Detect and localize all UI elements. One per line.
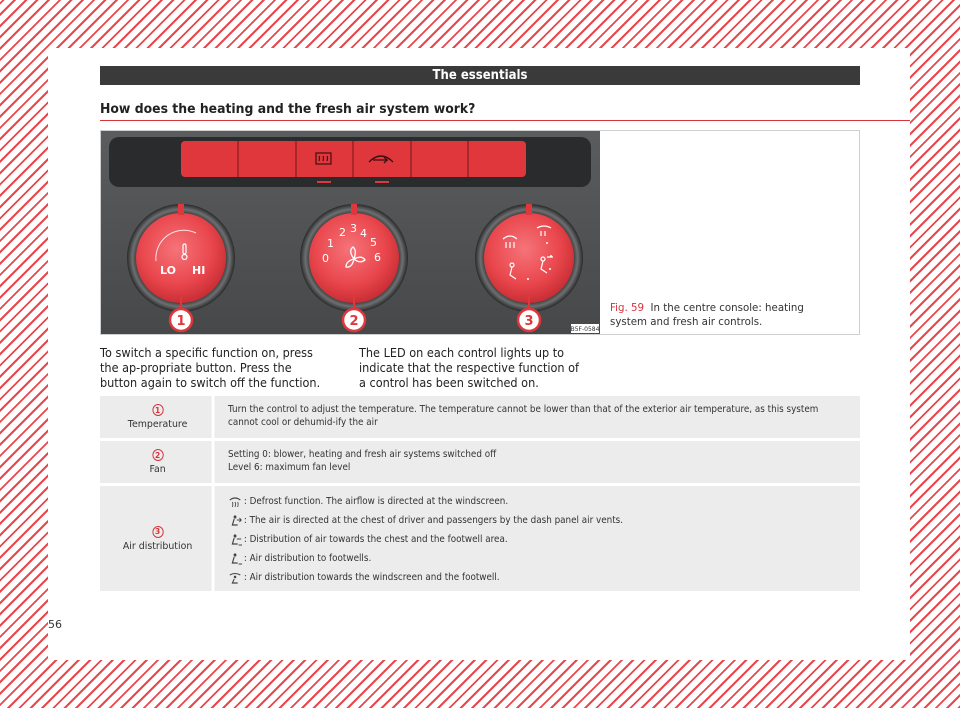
figure-caption-text: In the centre console: heating system and fresh air controls. (610, 301, 804, 328)
callout-number: 1 (152, 404, 163, 416)
table-row-fan (100, 441, 860, 483)
title-rule (100, 120, 910, 121)
row-text-line1: Setting 0: blower, heating and fresh air systems switched off (228, 449, 497, 460)
list-item (228, 553, 848, 566)
figure-caption (610, 301, 838, 329)
svg-text:2: 2 (339, 226, 346, 239)
list-item (228, 534, 848, 547)
page (48, 48, 910, 660)
svg-text:2: 2 (349, 314, 359, 329)
climate-controls-photo (101, 131, 600, 334)
svg-text:6: 6 (374, 251, 381, 264)
svg-text:4: 4 (360, 227, 367, 240)
svg-text:5: 5 (370, 236, 377, 249)
footwell-icon (228, 553, 242, 566)
chapter-header: The essentials (100, 66, 860, 85)
callout-number: 3 (152, 526, 163, 538)
body-text-col1: To switch a specific function on, press the ap-propriate button. Press the button again to switch off the function. (100, 346, 321, 390)
row-label: Air distribution (122, 540, 193, 552)
section-title: How does the heating and the fresh air system work? (100, 101, 476, 117)
svg-text:HI: HI (192, 264, 206, 277)
table-row-temperature (100, 396, 860, 438)
list-item (228, 572, 848, 585)
chest-footwell-icon (228, 534, 242, 547)
page-number: 56 (48, 618, 62, 631)
list-item-text: : The air is directed at the chest of driver and passengers by the dash panel air vents. (243, 515, 624, 527)
svg-text:3: 3 (350, 222, 357, 235)
row-label: Fan (149, 464, 166, 475)
svg-text:1: 1 (176, 314, 186, 329)
svg-text:0: 0 (322, 252, 329, 265)
row-text-line2: Level 6: maximum fan level (228, 461, 351, 473)
chest-vent-icon (228, 515, 242, 528)
windscreen-defrost-icon (228, 496, 242, 509)
svg-text:LO: LO (160, 264, 176, 277)
svg-text:1: 1 (327, 237, 334, 250)
callout-number: 2 (152, 449, 163, 461)
figure (100, 130, 860, 335)
controls-table (100, 396, 860, 594)
row-label: Temperature (127, 419, 188, 430)
svg-text:3: 3 (524, 314, 534, 329)
list-item-text: : Air distribution to footwells. (243, 553, 372, 565)
list-item-text: : Distribution of air towards the chest and the footwell area. (243, 534, 508, 546)
svg-text:B5F-0584: B5F-0584 (570, 326, 600, 333)
list-item (228, 515, 848, 528)
list-item (228, 496, 848, 509)
windscreen-footwell-icon (228, 572, 242, 585)
list-item-text: : Air distribution towards the windscreen and the footwell. (243, 572, 500, 584)
list-item-text: : Defrost function. The airflow is directed at the windscreen. (243, 496, 509, 508)
row-text: Turn the control to adjust the temperature. The temperature cannot be lower than that of the exterior air temperature, as this system cannot cool or dehumid-ify the air (228, 404, 819, 428)
figure-label: Fig. 59 (610, 301, 645, 314)
table-row-air-distribution (100, 486, 860, 591)
body-text-col2: The LED on each control lights up to indicate that the respective function of a control has been switched on. (359, 346, 580, 390)
